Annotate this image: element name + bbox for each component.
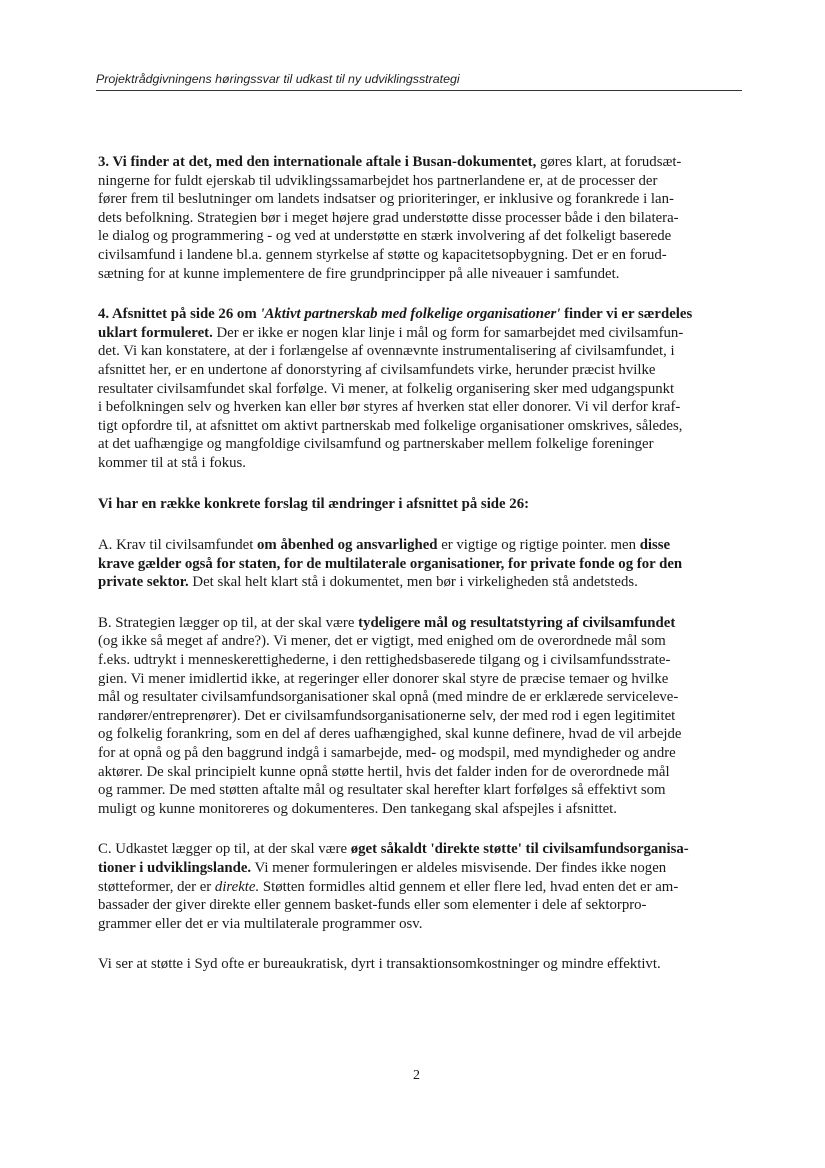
text-segment: A. Krav til civilsamfundet (98, 537, 258, 554)
text-segment: tioner i udviklingslande. (98, 860, 252, 876)
text-line (98, 896, 738, 915)
text-segment: det. Vi kan konstatere, at der i forlængelse af ovennævnte instrumentalisering af civilsamfundet, i (98, 343, 675, 360)
text-segment: finder vi er særdeles (560, 306, 693, 323)
text-line (98, 555, 738, 574)
text-line (98, 670, 738, 689)
text-segment: tigt opfordre til, at afsnittet om aktivt partnerskab med folkelige organisationer omskrives, således, (98, 417, 683, 434)
text-line (98, 417, 738, 436)
text-segment: (og ikke så meget af andre?). Vi mener, det er vigtigt, med enighed om de overordnede mål som (98, 633, 666, 650)
paragraph-p3 (98, 153, 738, 283)
text-line (98, 398, 738, 417)
text-segment: krave gælder også for staten, for de multilaterale organisationer, for private fonde og for den (98, 555, 683, 572)
text-segment: randører/entreprenører). Det er civilsamfundsorganisationerne selv, der med rod i egen legitimitet (98, 707, 676, 724)
text-segment: private sektor. (98, 574, 189, 591)
text-segment: Vi ser at støtte i Syd ofte er bureaukratisk, dyrt i transaktionsomkostninger og mindre effektivt. (98, 956, 661, 973)
text-segment: ningerne for fuldt ejerskab til udviklingssamarbejdet hos partnerlandene er, at de processer der (98, 172, 658, 189)
text-segment: gøres klart, at forudsæt- (536, 154, 682, 170)
text-line (98, 342, 738, 361)
paragraph-pLast (98, 955, 738, 974)
text-line (98, 688, 738, 707)
text-line (98, 305, 738, 324)
text-segment: B. Strategien lægger op til, at der skal være (98, 614, 359, 631)
text-segment: Vi har en række konkrete forslag til ændringer i afsnittet på side 26: (98, 495, 530, 512)
text-segment: grammer eller det er via multilaterale programmer osv. (98, 915, 423, 932)
text-segment: resultater civilsamfundet skal forfølge. Vi mener, at folkelig organisering sker med udgangspunkt (98, 380, 675, 397)
text-segment: 3. Vi finder at det, med den internationale aftale i Busan-dokumentet, (98, 154, 537, 170)
paragraph-pB (98, 614, 738, 819)
text-line (98, 763, 738, 782)
text-segment: bassader der giver direkte eller gennem basket-funds eller som elementer i dele af sektorpro- (98, 897, 647, 914)
text-line (98, 190, 738, 209)
text-line (98, 324, 738, 343)
text-segment: kommer til at stå i fokus. (98, 454, 246, 471)
text-segment: øget såkaldt 'direkte støtte' til civilsamfundsorganisa- (350, 841, 689, 858)
text-line (98, 859, 738, 878)
text-line (98, 840, 738, 859)
text-line (98, 361, 738, 380)
text-segment: aktører. De skal principielt kunne opnå støtte hertil, hvis det falder inden for de overordnede mål (98, 763, 670, 780)
text-line (98, 209, 738, 228)
text-line (98, 246, 738, 265)
text-segment: og folkelig forankring, som en del af deres uafhængighed, skal kunne definere, hvad de vil arbejde (98, 726, 682, 743)
text-segment: Støtten formidles altid gennem et eller flere led, hvad enten det er am- (259, 878, 679, 895)
text-segment: C. Udkastet lægger op til, at der skal være (98, 841, 351, 858)
document-body (98, 153, 738, 996)
paragraph-pC (98, 840, 738, 933)
text-segment: disse (639, 537, 671, 554)
text-line (98, 573, 738, 592)
text-segment: afsnittet her, er en undertone af donorstyring af civilsamfundets virke, herunder præcist hvilke (98, 361, 656, 378)
text-segment: dets befolkning. Strategien bør i meget højere grad understøtte disse processer både i den bilatera- (98, 209, 679, 226)
text-line (98, 380, 738, 399)
text-segment: Der er ikke er nogen klar linje i mål og form for samarbejdet med civilsamfun- (212, 324, 684, 341)
text-line (98, 632, 738, 651)
text-line (98, 781, 738, 800)
text-line (98, 800, 738, 819)
text-line (98, 454, 738, 473)
paragraph-p4 (98, 305, 738, 472)
text-segment: direkte. (214, 878, 260, 895)
text-segment: sætning for at kunne implementere de fire grundprincipper på alle niveauer i samfundet. (98, 265, 620, 282)
text-line (98, 614, 738, 633)
text-segment: uklart formuleret. (98, 324, 213, 341)
text-segment: f.eks. udtrykt i menneskerettighederne, i den rettighedsbaserede tilgang og i civilsamfundsstrate- (98, 652, 671, 669)
text-line (98, 651, 738, 670)
text-segment: fører frem til beslutninger om landets indsatser og prioriteringer, er inklusive og forankrede i lan- (98, 191, 674, 208)
text-line (98, 172, 738, 191)
text-line (98, 435, 738, 454)
text-segment: at det uafhængige og mangfoldige civilsamfund og partnerskaber mellem folkelige foreninger (98, 436, 654, 453)
text-line (98, 878, 738, 897)
text-line (98, 707, 738, 726)
text-segment: 4. Afsnittet på side 26 om (98, 306, 261, 323)
text-line (98, 227, 738, 246)
paragraph-heading (98, 495, 738, 514)
text-segment: for at opnå og på den baggrund indgå i samarbejde, med- og modspil, med myndigheder og andre (98, 745, 676, 762)
text-segment: muligt og kunne monitoreres og dokumenteres. Den tankegang skal afspejles i afsnittet. (98, 800, 617, 817)
text-line (98, 725, 738, 744)
text-segment: støtteformer, der er (98, 878, 215, 895)
text-segment: tydeligere mål og resultatstyring af civilsamfundet (358, 614, 676, 631)
text-line (98, 915, 738, 934)
text-segment: om åbenhed og ansvarlighed (257, 537, 438, 554)
text-segment: gien. Vi mener imidlertid ikke, at regeringer eller donorer skal styre de præcise temaer og hvilke (98, 670, 669, 687)
text-line (98, 744, 738, 763)
text-segment: og rammer. De med støtten aftalte mål og resultater skal herefter klart forfølges så effektivt som (98, 782, 666, 799)
text-line (98, 536, 738, 555)
text-segment: 'Aktivt partnerskab med folkelige organisationer' (260, 306, 561, 323)
paragraph-pA (98, 536, 738, 592)
text-line (98, 955, 738, 974)
text-segment: Det skal helt klart stå i dokumentet, men bør i virkeligheden stå andetsteds. (188, 574, 638, 591)
text-line (98, 265, 738, 284)
text-line (98, 495, 738, 514)
text-segment: er vigtige og rigtige pointer. men (437, 537, 640, 554)
text-line (98, 153, 738, 172)
text-segment: Vi mener formuleringen er aldeles misvisende. Der findes ikke nogen (251, 860, 667, 876)
text-segment: i befolkningen selv og hverken kan eller bør styres af hverken stat eller donorer. Vi vil derfor kraf- (98, 399, 681, 416)
text-segment: le dialog og programmering - og ved at understøtte en stærk involvering af det folkeligt baserede (98, 228, 672, 245)
text-segment: mål og resultater civilsamfundsorganisationer skal opnå (med mindre de er erklærede serviceleve- (98, 689, 679, 706)
running-header: Projektrådgivningens høringssvar til udkast til ny udviklingsstrategi (96, 72, 742, 91)
page-number: 2 (413, 1068, 420, 1083)
text-segment: civilsamfund i landene bl.a. gennem styrkelse af støtte og kapacitetsopbygning. Det er en forud- (98, 246, 667, 263)
